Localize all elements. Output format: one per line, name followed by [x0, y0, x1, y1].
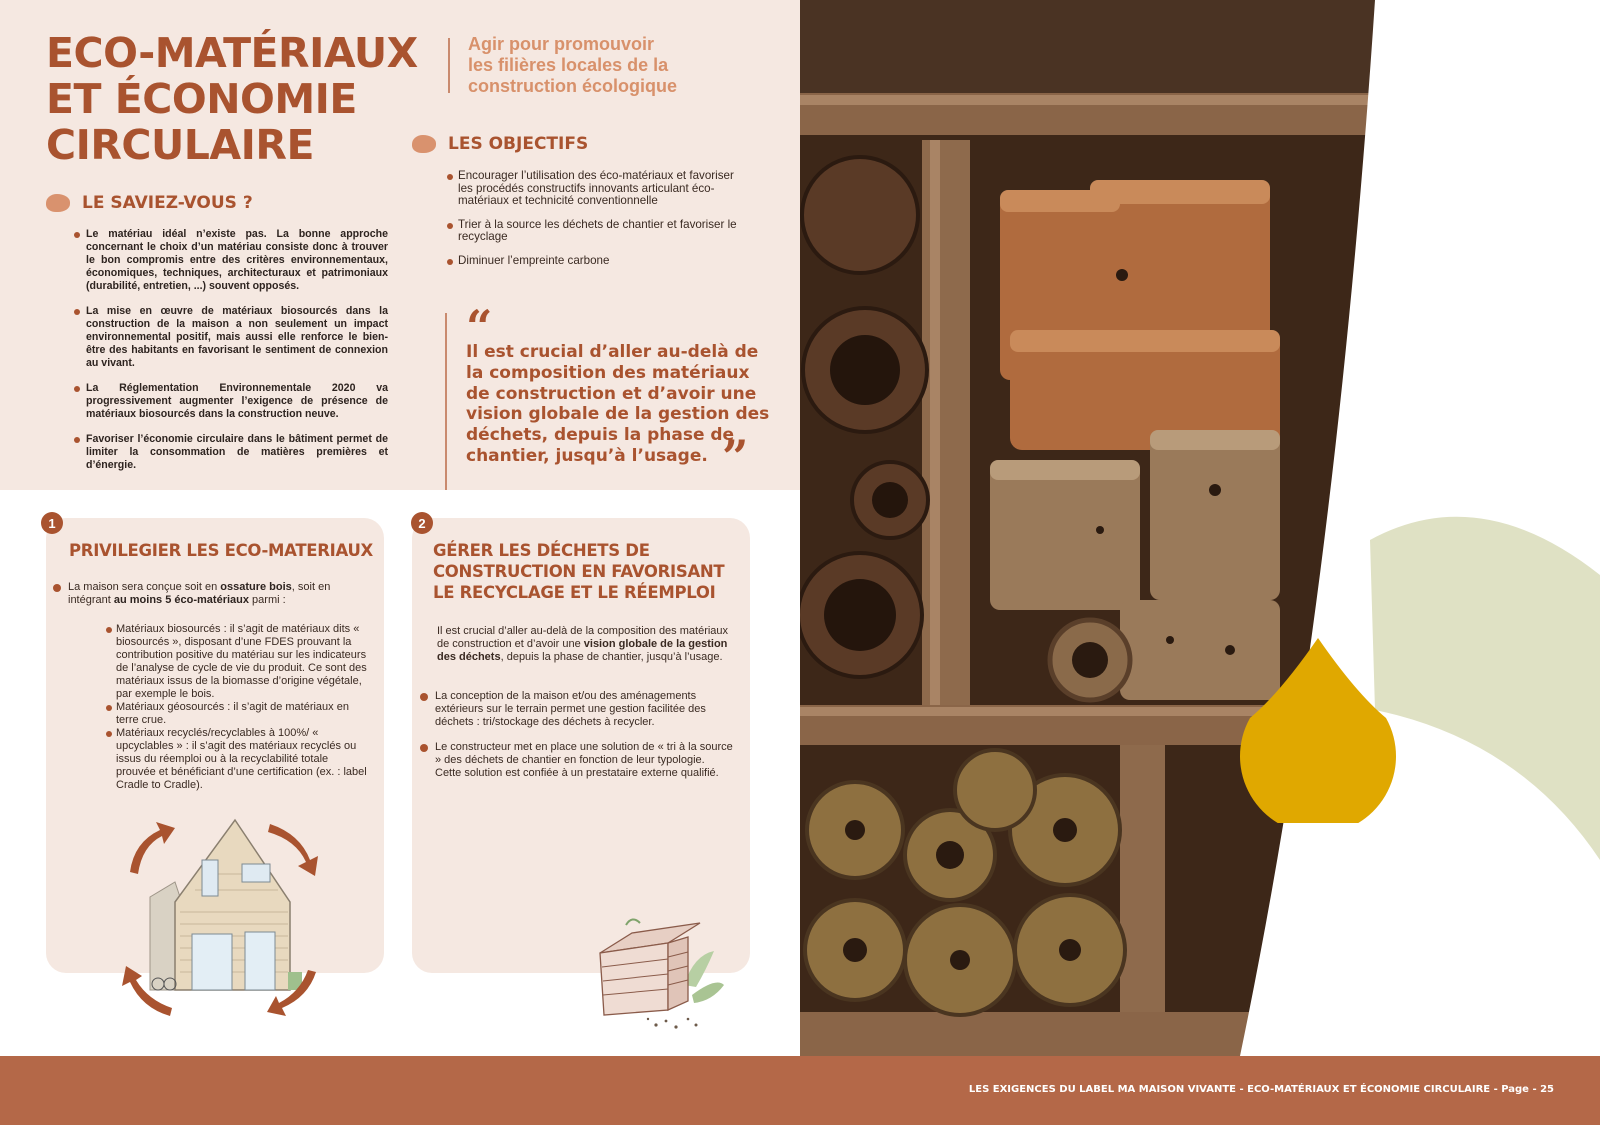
- saviez-heading: [46, 193, 253, 213]
- subtitle-line: les filières locales de la: [468, 55, 669, 75]
- card2-para-b: vision globale de la gestion des déchets: [437, 638, 728, 663]
- card1-intro-d: au moins 5 éco-matériaux: [113, 594, 249, 606]
- objectifs-heading-text: LES OBJECTIFS: [448, 134, 589, 154]
- card2-title-line: LE RECYCLAGE ET LE RÉEMPLOI: [433, 583, 716, 602]
- quote-line: Il est crucial d’aller au-delà de: [466, 342, 759, 362]
- compost-bin-illustration: [596, 915, 736, 1040]
- card2-para-a: Il est crucial d’aller au-delà de la composition des matériaux de construction et d’avoir une: [437, 625, 729, 650]
- card1-list: [50, 581, 368, 804]
- saviez-item: La Réglementation Environnementale 2020 va progressivement augmenter l’exigence de présence de matériaux biosourcés dans la construction neuve.: [70, 382, 388, 421]
- saviez-item: Le matériau idéal n’existe pas. La bonne approche concernant le choix d’un matériau consiste donc à trouver le bon compromis entre des critères environnementaux, économiques, techniques, architecturaux et patrimoniaux (durabilité, entretien, ...) souvent opposés.: [70, 228, 388, 293]
- card2-list: [417, 690, 734, 792]
- footer-text: LES EXIGENCES DU LABEL MA MAISON VIVANTE - ECO-MATÉRIAUX ET ÉCONOMIE CIRCULAIRE - Page - 25: [968, 1084, 1554, 1095]
- card1-sub-item: Matériaux biosourcés : il s’agit de matériaux dits « biosourcés », disposant d’une FDES prouvant la contribution positive du matériau sur les indicateurs de l’analyse de cycle de vie du produit. Ce sont des matériaux issus de la biomasse d’origine végétale, par exemple le bois.: [106, 623, 368, 701]
- card2-para-c: , depuis la phase de chantier, jusqu’à l’usage.: [500, 651, 723, 663]
- quote-line: la composition des matériaux: [466, 362, 750, 383]
- card1-number-badge: 1: [41, 512, 63, 534]
- house-cycle-illustration: [120, 812, 330, 1032]
- title-line: CIRCULAIRE: [46, 121, 314, 169]
- quote-line: vision globale de la gestion des: [466, 404, 770, 425]
- card2-item: Le constructeur met en place une solution de « tri à la source » des déchets de chantier en fonction de leur typologie. Cette solution est confiée à un prestataire externe qualifié.: [417, 741, 734, 780]
- objectifs-heading: [412, 134, 588, 154]
- card2-title-line: CONSTRUCTION EN FAVORISANT: [433, 562, 725, 581]
- card2-title-line: GÉRER LES DÉCHETS DE: [433, 541, 650, 560]
- card2-intro: [437, 625, 734, 664]
- blob-bullet-icon: [46, 194, 70, 212]
- objectif-item: Encourager l’utilisation des éco-matériaux et favoriser les procédés constructifs innovants articulant éco-matériaux et technicité conventionnelle: [446, 170, 746, 208]
- quote-rule: [445, 313, 447, 490]
- page-title: [46, 30, 446, 168]
- pull-quote: [466, 342, 770, 467]
- saviez-list: [70, 228, 388, 484]
- saviez-heading-text: LE SAVIEZ-VOUS ?: [82, 193, 253, 213]
- card1-intro-a: La maison sera conçue soit en: [68, 581, 221, 593]
- subtitle-line: Agir pour promouvoir: [468, 34, 654, 54]
- blob-bullet-icon: [412, 135, 436, 153]
- card1-title: PRIVILEGIER LES ECO-MATERIAUX: [69, 541, 373, 560]
- quote-line: de construction et d’avoir une: [466, 383, 757, 404]
- card1-sub-item: Matériaux recyclés/recyclables à 100%/ « upcyclables » : il s’agit des matériaux recyclés ou issus du réemploi ou à la recyclabilité totale prouvée et bénéficiant d’une certification (ex. : label Cradle to Cradle).: [106, 727, 368, 792]
- title-divider: [448, 38, 450, 93]
- card1-intro-c: , soit en intégrant: [68, 581, 331, 606]
- page-footer: [0, 1056, 1600, 1125]
- card2-title: [433, 540, 724, 603]
- quote-open-mark: “: [466, 300, 493, 354]
- title-line: ECO-MATÉRIAUX: [46, 29, 418, 77]
- page-subtitle: [468, 34, 738, 97]
- card1-sub-list: [106, 623, 368, 792]
- title-line: ET ÉCONOMIE: [46, 75, 357, 123]
- card1-intro-e: parmi :: [248, 594, 286, 606]
- saviez-item: La mise en œuvre de matériaux biosourcés dans la construction de la maison a non seulement un impact environnemental positif, mais aussi elle renforce le bien-être des habitants en favorisant le sentiment de connexion au vivant.: [70, 305, 388, 370]
- objectif-item: Diminuer l’empreinte carbone: [446, 255, 746, 268]
- objectifs-list: [446, 170, 746, 278]
- quote-line: chantier, jusqu’à l’usage.: [466, 445, 708, 466]
- card2-number-badge: 2: [411, 512, 433, 534]
- objectif-item: Trier à la source les déchets de chantier et favoriser le recyclage: [446, 219, 746, 244]
- subtitle-line: construction écologique: [468, 76, 678, 96]
- yellow-drop-shape: [1238, 633, 1398, 823]
- quote-line: déchets, depuis la phase de: [466, 425, 735, 446]
- card1-intro: [50, 581, 368, 792]
- card1-intro-b: ossature bois: [220, 581, 292, 593]
- house-illustration: [150, 820, 302, 990]
- saviez-item: Favoriser l’économie circulaire dans le bâtiment permet de limiter la consommation de matières premières et d’énergie.: [70, 433, 388, 472]
- card2-item: La conception de la maison et/ou des aménagements extérieurs sur le terrain permet une gestion facilitée des déchets : tri/stockage des déchets à recycler.: [417, 690, 734, 729]
- quote-close-mark: ”: [722, 430, 749, 484]
- card1-sub-item: Matériaux géosourcés : il s’agit de matériaux en terre crue.: [106, 701, 368, 727]
